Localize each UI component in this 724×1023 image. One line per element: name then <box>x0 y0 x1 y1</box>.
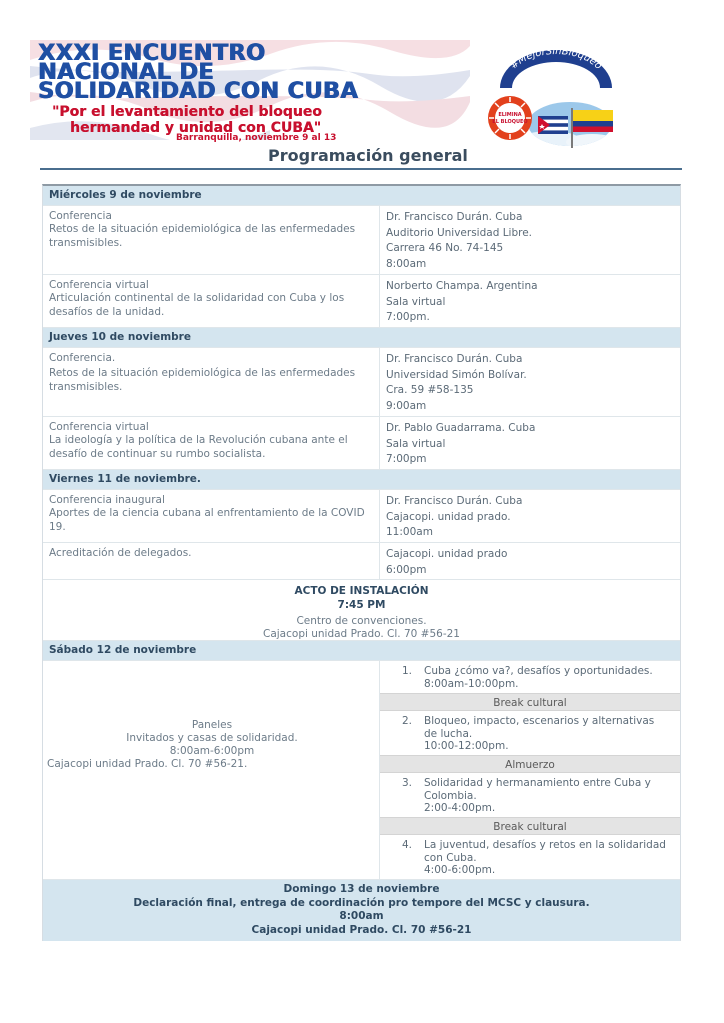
session-title: Solidaridad y hermanamiento entre Cuba y <box>424 777 651 789</box>
banner-title <box>38 40 359 104</box>
mejor-sin-bloqueo-logo <box>478 44 628 148</box>
session-item <box>380 835 680 879</box>
day-header-thursday: Jueves 10 de noviembre <box>43 328 680 348</box>
event-title: Articulación continental de la solidaridad con Cuba y los desafíos de la unidad. <box>49 292 345 318</box>
session-number: 2. <box>402 715 413 727</box>
schedule-table <box>42 184 681 941</box>
event-row <box>43 543 680 580</box>
event-venue: Auditorio Universidad Libre. <box>386 226 533 239</box>
panels-subtitle: Invitados y casas de solidaridad. <box>126 732 298 744</box>
session-item <box>380 773 680 817</box>
event-address: Cra. 59 #58-135 <box>386 384 474 397</box>
banner-title-line: XXXI ENCUENTRO <box>38 40 266 66</box>
slogan-line: hermandad y unidad con CUBA" <box>70 120 322 136</box>
session-time: 10:00-12:00pm. <box>424 740 509 752</box>
closing-day: Domingo 13 de noviembre <box>283 883 440 895</box>
panels-row <box>43 661 680 880</box>
event-speaker: Dr. Pablo Guadarrama. Cuba <box>386 422 536 434</box>
session-time: 4:00-6:00pm. <box>424 864 496 876</box>
break-lunch: Almuerzo <box>380 755 680 773</box>
event-time: 6:00pm <box>386 563 427 576</box>
elimina-bloqueo-badge <box>488 96 532 140</box>
session-title: Bloqueo, impacto, escenarios y alternativas <box>424 715 655 727</box>
event-title: Retos de la situación epidemiológica de las enfermedades transmisibles. <box>49 223 356 249</box>
event-venue: Cajacopi. unidad prado. <box>386 510 511 523</box>
event-speaker: Dr. Francisco Durán. Cuba <box>386 495 523 507</box>
closing-time: 8:00am <box>339 910 384 923</box>
event-details <box>380 543 680 579</box>
event-venue: Universidad Simón Bolívar. <box>386 368 527 381</box>
break-cultural: Break cultural <box>380 693 680 711</box>
event-type: Conferencia virtual <box>49 421 149 433</box>
event-time: 11:00am <box>386 526 433 539</box>
session-number: 4. <box>402 839 413 851</box>
event-row <box>43 490 680 543</box>
installation-title: ACTO DE INSTALACIÓN <box>294 585 429 597</box>
session-number: 3. <box>402 777 413 789</box>
cuba-flag <box>538 116 568 134</box>
event-speaker: Dr. Francisco Durán. Cuba <box>386 211 523 223</box>
event-time: 7:00pm. <box>386 311 430 324</box>
closing-block <box>43 880 680 941</box>
banner-place-dates: Barranquilla, noviembre 9 al 13 <box>176 133 337 143</box>
event-speaker: Dr. Francisco Durán. Cuba <box>386 353 523 365</box>
event-time: 8:00am <box>386 257 427 270</box>
event-venue: Cajacopi. unidad prado <box>386 548 508 560</box>
day-header-wednesday: Miércoles 9 de noviembre <box>43 186 680 206</box>
panels-time: 8:00am-6:00pm <box>169 745 255 757</box>
panel-sessions <box>380 661 680 879</box>
banner-slogan <box>52 104 322 136</box>
event-address: Carrera 46 No. 74-145 <box>386 242 504 255</box>
event-row <box>43 417 680 470</box>
header-divider <box>40 168 682 170</box>
session-time: 8:00am-10:00pm. <box>424 677 519 690</box>
event-time: 9:00am <box>386 399 427 412</box>
session-title-cont: con Cuba. <box>424 851 477 864</box>
panels-title: Paneles <box>191 719 233 731</box>
event-details <box>380 490 680 542</box>
event-description <box>43 348 380 416</box>
day-header-saturday: Sábado 12 de noviembre <box>43 641 680 661</box>
event-title: La ideología y la política de la Revolución cubana ante el desafío de continuar su rumbo socialista. <box>49 434 348 460</box>
event-type: Conferencia. <box>49 352 116 364</box>
event-row <box>43 348 680 417</box>
event-venue: Sala virtual <box>386 437 446 450</box>
session-item <box>380 661 680 693</box>
event-description <box>43 417 380 469</box>
badge-text-line: EL BLOQUEO <box>492 119 528 125</box>
closing-address: Cajacopi unidad Prado. Cl. 70 #56-21 <box>251 923 472 936</box>
installation-act <box>43 580 680 641</box>
colombia-flag <box>573 110 613 132</box>
event-row <box>43 206 680 275</box>
session-title: La juventud, desafíos y retos en la solidaridad <box>424 839 666 851</box>
session-title: Cuba ¿cómo va?, desafíos y oportunidades. <box>424 665 653 677</box>
day-header-friday: Viernes 11 de noviembre. <box>43 470 680 490</box>
event-speaker: Norberto Champa. Argentina <box>386 280 538 292</box>
event-description <box>43 206 380 274</box>
event-time: 7:00pm <box>386 453 427 466</box>
event-type: Conferencia <box>49 210 112 222</box>
session-item <box>380 711 680 755</box>
event-description <box>43 543 380 579</box>
event-row <box>43 275 680 328</box>
installation-venue: Centro de convenciones. <box>296 615 427 627</box>
session-time: 2:00-4:00pm. <box>424 802 496 814</box>
session-title-cont: de lucha. <box>424 727 473 740</box>
event-details <box>380 417 680 469</box>
panels-address: Cajacopi unidad Prado. Cl. 70 #56-21. <box>47 758 248 770</box>
session-number: 1. <box>402 665 413 677</box>
event-description <box>43 275 380 327</box>
page-title: Programación general <box>268 146 468 165</box>
event-title: Retos de la situación epidemiológica de las enfermedades transmisibles. <box>49 367 356 393</box>
hashtag-text: #MejorSinBloqueo <box>508 45 604 72</box>
event-type: Conferencia virtual <box>49 279 149 291</box>
closing-title: Declaración final, entrega de coordinación pro tempore del MCSC y clausura. <box>133 896 590 909</box>
event-details <box>380 348 680 416</box>
event-type: Acreditación de delegados. <box>49 547 192 559</box>
event-banner <box>30 40 470 140</box>
banner-title-line: NACIONAL DE <box>38 59 215 85</box>
slogan-line: "Por el levantamiento del bloqueo <box>52 104 322 120</box>
event-title: Aportes de la ciencia cubana al enfrentamiento de la COVID 19. <box>49 507 365 533</box>
event-type: Conferencia inaugural <box>49 494 165 506</box>
installation-address: Cajacopi unidad Prado. Cl. 70 #56-21 <box>263 628 460 640</box>
installation-time: 7:45 PM <box>337 599 386 611</box>
event-details <box>380 206 680 274</box>
event-venue: Sala virtual <box>386 295 446 308</box>
banner-title-line: SOLIDARIDAD CON CUBA <box>38 78 359 104</box>
badge-text-line: ELIMINA <box>498 112 522 118</box>
event-details <box>380 275 680 327</box>
session-title-cont: Colombia. <box>424 789 477 802</box>
break-cultural: Break cultural <box>380 817 680 835</box>
panels-description <box>43 661 380 879</box>
event-description <box>43 490 380 542</box>
